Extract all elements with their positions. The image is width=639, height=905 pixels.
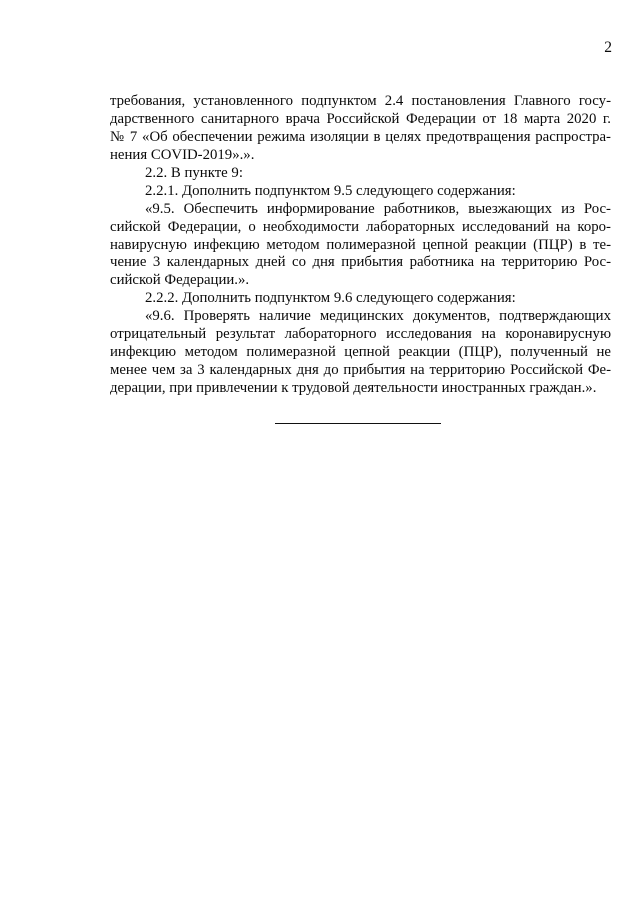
document-line: навирусную инфекцию методом полимеразной цепной реакции (ПЦР) в те-	[110, 236, 611, 253]
document-line: требования, установленного подпунктом 2.4 постановления Главного госу-	[110, 93, 611, 109]
paragraph	[110, 290, 611, 308]
document-line: отрицательный результат лабораторного исследования на коронавирусную	[110, 326, 611, 343]
document-line: сийской Федерации, о необходимости лабораторных исследований на коро-	[110, 218, 611, 235]
document-line: № 7 «Об обеспечении режима изоляции в целях предотвращения распростра-	[110, 128, 611, 145]
document-line: 2.2.2. Дополнить подпунктом 9.6 следующего содержания:	[145, 290, 516, 307]
page-number: 2	[604, 39, 612, 56]
paragraph	[110, 308, 611, 398]
document-line: «9.5. Обеспечить информирование работников, выезжающих из Рос-	[145, 200, 611, 217]
document-line: дерации, при привлечении к трудовой деятельности иностранных граждан.».	[110, 380, 597, 396]
document-line: «9.6. Проверять наличие медицинских документов, подтверждающих	[145, 308, 611, 325]
separator-line	[275, 423, 441, 424]
document-line: чение 3 календарных дней со дня прибытия работника на территорию Рос-	[110, 254, 611, 271]
document-line: менее чем за 3 календарных дня до прибытия на территорию Российской Фе-	[110, 362, 611, 379]
paragraph	[110, 93, 611, 165]
document-line: сийской Федерации.».	[110, 272, 250, 289]
document-line: инфекцию методом полимеразной цепной реакции (ПЦР), полученный не	[110, 344, 611, 361]
document-line: дарственного санитарного врача Российской Федерации от 18 марта 2020 г.	[110, 110, 611, 127]
document-line: 2.2. В пункте 9:	[145, 164, 243, 181]
paragraph	[110, 201, 611, 291]
document-line: 2.2.1. Дополнить подпунктом 9.5 следующего содержания:	[145, 182, 516, 199]
document-body	[110, 93, 611, 398]
paragraph	[110, 165, 611, 183]
document-line: нения COVID-2019».».	[110, 146, 255, 163]
paragraph	[110, 183, 611, 201]
